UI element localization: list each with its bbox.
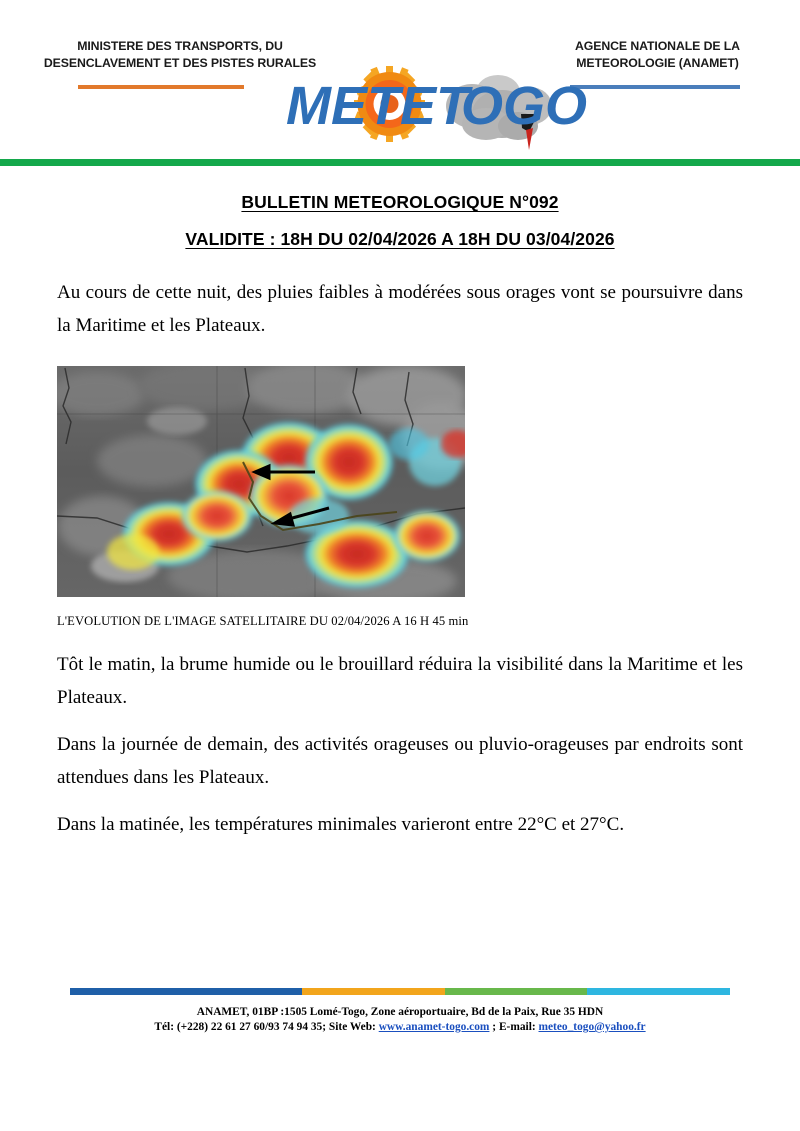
logo-word-togo: T [436,76,469,136]
footer-web-label: Site Web: [328,1021,376,1033]
footer-website-link[interactable]: www.anamet-togo.com [378,1021,490,1033]
body-continued [57,648,743,855]
footer-bar-segment-orange [302,988,445,995]
agency-title-line1: AGENCE NATIONALE DE LA [575,39,740,53]
agency-title-line2: METEOROLOGIE (ANAMET) [576,55,739,70]
footer-bar-segment-cyan [587,988,730,995]
paragraph-2: Tôt le matin, la brume humide ou le brouillard réduira la visibilité dans la Maritime et les Plateaux. [57,654,743,708]
satellite-image-caption: L'EVOLUTION DE L'IMAGE SATELLITAIRE DU 02/04/2026 A 16 H 45 min [57,614,469,628]
paragraph-3: Dans la journée de demain, des activités orageuses ou pluvio-orageuses par endroits sont attendues dans les Plateaux. [57,734,743,788]
footer-color-bar [70,988,730,995]
meteo-togo-logo [286,62,598,150]
ministry-title-line2: DESENCLAVEMENT ET DES PISTES RURALES [43,55,317,70]
footer-address: ANAMET, 01BP :1505 Lomé-Togo, Zone aéroportuaire, Bd de la Paix, Rue 35 HDN [196,1006,604,1018]
footer-separator: ; [492,1021,497,1033]
paragraph-1: Au cours de cette nuit, des pluies faibles à modérées sous orages vont se poursuivre dans la Maritime et les Plateaux. [57,282,743,336]
footer-bar-segment-green [445,988,588,995]
footer-phone: Tél: (+228) 22 61 27 60/93 74 94 35; [154,1021,327,1033]
title-block [0,192,800,250]
ministry-title [30,38,330,71]
orange-rule-divider [78,85,244,89]
body-intro [57,276,743,356]
logo-word-meteo: METE [286,76,437,136]
ministry-title-line1: MINISTERE DES TRANSPORTS, DU [77,39,283,53]
footer-contact-line [0,1020,800,1035]
paragraph-4: Dans la matinée, les températures minimales varieront entre 22°C et 27°C. [57,814,625,835]
footer-email-label: E-mail: [498,1021,536,1033]
satellite-image [57,366,465,597]
document-footer [0,988,800,1035]
logo-word-togo-rest: OGO [461,76,588,136]
green-separator-bar [0,159,800,166]
footer-bar-segment-blue [70,988,302,995]
document-header [0,0,800,160]
page-title: BULLETIN METEOROLOGIQUE N°092 [241,192,559,212]
validity-subtitle: VALIDITE : 18H DU 02/04/2026 A 18H DU 03/04/2026 [185,229,615,249]
footer-contact [0,1005,800,1035]
footer-email-link[interactable]: meteo_togo@yahoo.fr [538,1021,646,1033]
